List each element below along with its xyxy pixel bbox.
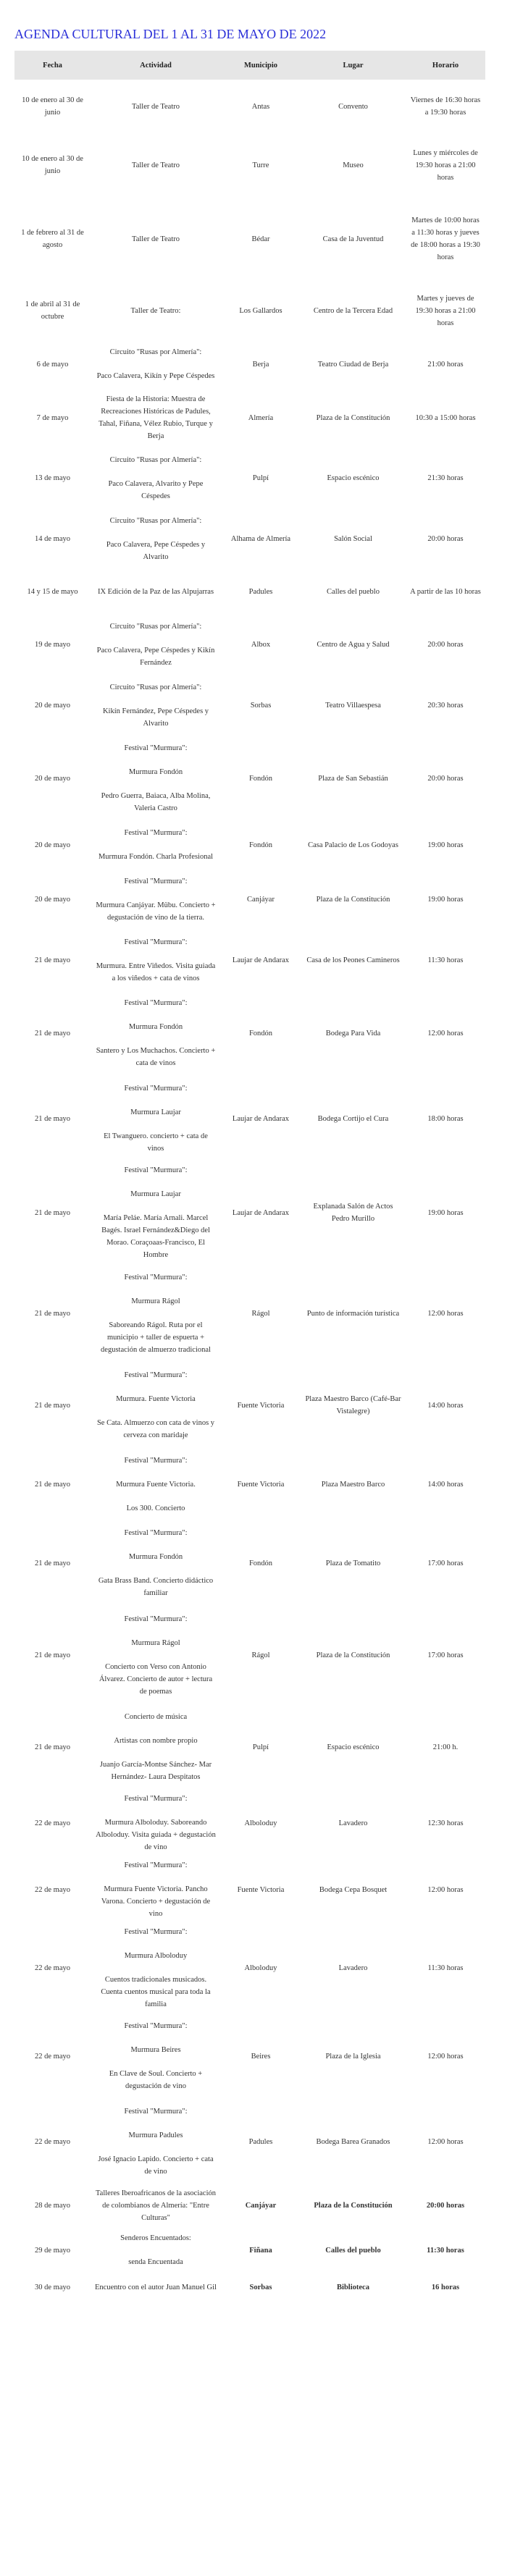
- actividad-line: Fiesta de la Historia: Muestra de Recreaciones Históricas de Padules, Tahal, Fiñana, Vélez Rubio, Turque y Berja: [99, 395, 213, 440]
- cell-lugar: Museo: [343, 161, 364, 169]
- actividad-line: Cuentos tradicionales musicados. Cuenta cuentos musical para toda la familia: [101, 1976, 211, 2008]
- actividad-line: Festival "Murmura":: [124, 2108, 188, 2116]
- cell-fecha: 21 de mayo: [35, 1480, 70, 1489]
- header-fecha: Fecha: [14, 51, 91, 80]
- cell-actividad: [91, 675, 221, 736]
- cell-municipio: Canjáyar: [247, 895, 275, 904]
- actividad-line: IX Edición de la Paz de las Alpujarras: [97, 587, 214, 596]
- cell-actividad: [91, 1264, 221, 1363]
- cell-fecha: 21 de mayo: [35, 1651, 70, 1659]
- actividad-line: Murmura Canjáyar. Mübu. Concierto + degustación de vino de la tierra.: [96, 901, 216, 922]
- cell-lugar: Calles del pueblo: [325, 2246, 381, 2255]
- cell-lugar: Plaza de San Sebastián: [318, 774, 388, 783]
- table-row: [14, 1520, 485, 1606]
- actividad-line: Festival "Murmura":: [124, 1273, 188, 1281]
- table-row: [14, 1856, 485, 1923]
- actividad-line: Murmura Alboloduy. Saboreando Alboloduy. Visita guiada + degustación de vino: [96, 1819, 216, 1851]
- actividad-line: Festival "Murmura":: [124, 1371, 188, 1379]
- cell-horario: 19:00 horas: [427, 895, 464, 904]
- table-header: [14, 51, 485, 80]
- actividad-line: Senderos Encuentados:: [120, 2234, 191, 2242]
- cell-fecha: 21 de mayo: [35, 1029, 70, 1037]
- actividad-line: Murmura Fondón: [128, 1553, 183, 1561]
- cell-horario: 11:30 horas: [427, 956, 464, 964]
- actividad-line: Concierto de música: [124, 1713, 188, 1721]
- table-row: [14, 869, 485, 930]
- table-row: [14, 569, 485, 614]
- cell-municipio: Canjáyar: [245, 2202, 277, 2210]
- cell-horario: 19:00 horas: [427, 1208, 464, 1217]
- actividad-line: José Ignacio Lapido. Concierto + cata de vino: [98, 2155, 214, 2176]
- cell-fecha: 1 de febrero al 31 de agosto: [21, 229, 84, 249]
- cell-municipio: Fuente Victoria: [237, 1885, 285, 1894]
- cell-municipio: Almería: [248, 413, 274, 422]
- actividad-line: Paco Calavera, Pepe Céspedes y Alvarito: [106, 540, 206, 561]
- actividad-line: Circuito "Rusas por Almería":: [109, 516, 202, 525]
- cell-horario: 17:00 horas: [427, 1559, 464, 1567]
- actividad-line: Se Cata. Almuerzo con cata de vinos y cerveza con maridaje: [96, 1419, 215, 1439]
- cell-municipio: Fuente Victoria: [237, 1480, 285, 1489]
- cell-actividad: [91, 447, 221, 508]
- cell-actividad: [91, 2099, 221, 2184]
- cell-fecha: 30 de mayo: [35, 2283, 70, 2291]
- table-row: [14, 2013, 485, 2099]
- cell-lugar: Casa de los Peones Camineros: [306, 956, 400, 964]
- cell-municipio: Laujar de Andarax: [232, 1114, 290, 1123]
- page-title: AGENDA CULTURAL DEL 1 AL 31 DE MAYO DE 2022: [14, 27, 327, 41]
- cell-municipio: Fuente Victoria: [237, 1401, 285, 1410]
- cell-lugar: Plaza Maestro Barco: [321, 1480, 385, 1489]
- cell-lugar: Salón Social: [334, 534, 372, 543]
- cell-fecha: 19 de mayo: [35, 640, 70, 649]
- table-row: [14, 614, 485, 675]
- cell-horario: Martes de 10:00 horas a 11:30 horas y jueves de 18:00 horas a 19:30 horas: [411, 216, 480, 261]
- actividad-line: Festival "Murmura":: [124, 877, 188, 885]
- cell-fecha: 21 de mayo: [35, 1401, 70, 1410]
- cell-fecha: 20 de mayo: [35, 841, 70, 849]
- actividad-line: Taller de Teatro:: [130, 306, 181, 315]
- table-row: [14, 1161, 485, 1264]
- cell-lugar: Espacio escénico: [327, 473, 380, 482]
- table-row: [14, 340, 485, 388]
- cell-fecha: 20 de mayo: [35, 774, 70, 783]
- actividad-line: Saboreando Rágol. Ruta por el municipio + taller de espuerta + degustación de almuerzo tradicional: [101, 1321, 211, 1354]
- table-row: [14, 2184, 485, 2227]
- actividad-line: En Clave de Soul. Concierto + degustación de vino: [109, 2070, 203, 2090]
- table-row: [14, 1076, 485, 1161]
- actividad-line: Santero y Los Muchachos. Concierto + cata de vinos: [96, 1047, 216, 1067]
- actividad-line: Paco Calavera, Pepe Céspedes y Kikín Fernández: [96, 646, 215, 667]
- cell-horario: 20:00 horas: [427, 774, 464, 783]
- cell-municipio: Laujar de Andarax: [232, 1208, 290, 1217]
- actividad-line: Festival "Murmura":: [124, 2022, 188, 2030]
- actividad-line: Festival "Murmura":: [124, 1928, 188, 1936]
- actividad-line: Murmura Laujar: [130, 1190, 181, 1198]
- cell-municipio: Beires: [251, 2052, 271, 2061]
- table-row: [14, 80, 485, 133]
- cell-horario: 14:00 horas: [427, 1480, 464, 1489]
- cell-actividad: [91, 569, 221, 614]
- cell-lugar: Centro de Agua y Salud: [317, 640, 390, 649]
- cell-fecha: 21 de mayo: [35, 1559, 70, 1567]
- cell-actividad: [91, 281, 221, 340]
- table-row: [14, 2099, 485, 2184]
- cell-municipio: Berja: [252, 360, 269, 369]
- cell-fecha: 22 de mayo: [35, 1885, 70, 1894]
- cell-municipio: Fondón: [248, 841, 273, 849]
- cell-fecha: 22 de mayo: [35, 2137, 70, 2146]
- cell-actividad: [91, 930, 221, 990]
- cell-municipio: Fondón: [248, 1029, 273, 1037]
- actividad-line: Festival "Murmura":: [124, 1166, 188, 1174]
- actividad-line: Circuito "Rusas por Almería":: [109, 455, 202, 464]
- cell-municipio: Sorbas: [249, 2283, 272, 2291]
- actividad-line: Concierto con Verso con Antonio Álvarez. Concierto de autor + lectura de poemas: [99, 1662, 213, 1696]
- cell-horario: 17:00 horas: [427, 1651, 464, 1659]
- table-row: [14, 1704, 485, 1790]
- table-row: [14, 388, 485, 447]
- cell-horario: 11:30 horas: [427, 1964, 464, 1972]
- cell-horario: 12:30 horas: [427, 1819, 464, 1827]
- cell-fecha: 21 de mayo: [35, 1309, 70, 1318]
- actividad-line: Festival "Murmura":: [124, 1456, 188, 1465]
- cell-lugar: Bodega Cepa Bosquet: [319, 1885, 388, 1894]
- actividad-line: Murmura Fondón: [128, 768, 183, 776]
- table-row: [14, 2227, 485, 2273]
- actividad-line: Juanjo García-Montse Sánchez- Mar Hernández- Laura Despitatos: [99, 1761, 212, 1781]
- actividad-line: Kikín Fernández, Pepe Céspedes y Alvarito: [102, 707, 209, 728]
- cell-lugar: Plaza de la Constitución: [314, 2202, 393, 2210]
- cell-lugar: Teatro Villaespesa: [325, 701, 381, 710]
- cell-municipio: Pulpí: [252, 1743, 269, 1751]
- cell-municipio: Sorbas: [250, 701, 272, 710]
- header-lugar: Lugar: [301, 51, 406, 80]
- table-row: [14, 675, 485, 736]
- cell-actividad: [91, 197, 221, 281]
- cell-lugar: Plaza de la Constitución: [316, 1651, 390, 1659]
- cell-fecha: 13 de mayo: [35, 473, 70, 482]
- cell-fecha: 20 de mayo: [35, 701, 70, 710]
- cell-municipio: Alhama de Almería: [230, 534, 291, 543]
- table-row: [14, 133, 485, 197]
- cell-lugar: Biblioteca: [337, 2283, 369, 2291]
- cell-municipio: Pulpí: [252, 473, 269, 482]
- cell-actividad: [91, 2273, 221, 2301]
- cell-fecha: 21 de mayo: [35, 956, 70, 964]
- actividad-line: Murmura Fuente Victoria. Pancho Varona. Concierto + degustación de vino: [101, 1885, 211, 1918]
- cell-horario: 19:00 horas: [427, 841, 464, 849]
- cell-horario: Martes y jueves de 19:30 horas a 21:00 horas: [415, 294, 476, 327]
- cell-lugar: Plaza de la Constitución: [316, 413, 390, 422]
- cell-municipio: Alboloduy: [244, 1819, 277, 1827]
- cell-horario: 12:00 horas: [427, 1029, 464, 1037]
- cell-municipio: Fondón: [248, 774, 273, 783]
- cell-fecha: 14 y 15 de mayo: [27, 587, 78, 596]
- actividad-line: El Twanguero. concierto + cata de vinos: [104, 1132, 208, 1153]
- cell-horario: 18:00 horas: [427, 1114, 464, 1123]
- cell-fecha: 28 de mayo: [35, 2202, 70, 2210]
- cell-municipio: Turre: [252, 161, 269, 169]
- actividad-line: Murmura Rágol: [131, 1297, 180, 1305]
- cell-actividad: [91, 1076, 221, 1161]
- cell-lugar: Plaza de Tomatito: [325, 1559, 381, 1567]
- cell-actividad: [91, 1704, 221, 1790]
- actividad-line: Paco Calavera, Alvarito y Pepe Céspedes: [108, 479, 204, 500]
- agenda-table: [14, 51, 485, 2301]
- actividad-line: Festival "Murmura":: [124, 938, 188, 946]
- actividad-line: Murmura. Entre Viñedos. Visita guiada a los viñedos + cata de vinos: [96, 961, 216, 982]
- cell-actividad: [91, 2184, 221, 2227]
- table-row: [14, 1923, 485, 2013]
- cell-lugar: Plaza de la Iglesia: [325, 2052, 381, 2061]
- actividad-line: senda Encuentada: [128, 2258, 183, 2266]
- cell-actividad: [91, 133, 221, 197]
- cell-fecha: 22 de mayo: [35, 2052, 70, 2061]
- actividad-line: Los 300. Concierto: [126, 1504, 185, 1512]
- cell-fecha: 21 de mayo: [35, 1743, 70, 1751]
- cell-horario: Lunes y miércoles de 19:30 horas a 21:00 horas: [413, 148, 478, 182]
- table-row: [14, 197, 485, 281]
- actividad-line: Festival "Murmura":: [124, 1615, 188, 1623]
- cell-horario: 12:00 horas: [427, 2052, 464, 2061]
- cell-actividad: [91, 869, 221, 930]
- cell-actividad: [91, 1856, 221, 1923]
- actividad-line: Paco Calavera, Kikín y Pepe Céspedes: [96, 372, 215, 380]
- cell-lugar: Lavadero: [338, 1819, 368, 1827]
- cell-fecha: 20 de mayo: [35, 895, 70, 904]
- cell-lugar: Bodega Cortijo el Cura: [317, 1114, 389, 1123]
- cell-fecha: 21 de mayo: [35, 1208, 70, 1217]
- cell-municipio: Albox: [251, 640, 271, 649]
- actividad-line: Talleres Iberoafricanos de la asociación de colombianos de Almería: "Entre Culturas": [95, 2189, 216, 2222]
- actividad-line: Taller de Teatro: [132, 102, 180, 111]
- actividad-line: María Peláe. María Arnali. Marcel Bagés. Israel Fernández&Diego del Morao. Coraçoaas-Francisco, El Hombre: [101, 1214, 210, 1259]
- cell-municipio: Padules: [248, 2137, 273, 2146]
- cell-actividad: [91, 1448, 221, 1520]
- cell-fecha: 10 de enero al 30 de junio: [22, 155, 83, 175]
- table-row: [14, 1363, 485, 1448]
- cell-horario: 20:30 horas: [427, 701, 464, 710]
- cell-lugar: Plaza de la Constitución: [316, 895, 390, 904]
- cell-actividad: [91, 1520, 221, 1606]
- cell-fecha: 29 de mayo: [35, 2246, 70, 2255]
- table-row: [14, 990, 485, 1076]
- actividad-line: Festival "Murmura":: [124, 1795, 188, 1803]
- cell-horario: 14:00 horas: [427, 1401, 464, 1410]
- actividad-line: Murmura Fuente Victoria.: [116, 1480, 196, 1489]
- cell-horario: 16 horas: [431, 2283, 460, 2291]
- header-municipio: Municipio: [221, 51, 301, 80]
- cell-lugar: Teatro Ciudad de Berja: [317, 360, 389, 369]
- cell-lugar: Casa de la Juventud: [322, 235, 384, 243]
- table-row: [14, 1448, 485, 1520]
- cell-horario: 21:30 horas: [427, 473, 464, 482]
- table-row: [14, 930, 485, 990]
- cell-lugar: Calles del pueblo: [327, 587, 380, 596]
- cell-lugar: Lavadero: [338, 1964, 368, 1972]
- cell-actividad: [91, 340, 221, 388]
- actividad-line: Circuito "Rusas por Almería":: [109, 683, 202, 691]
- cell-actividad: [91, 1923, 221, 2013]
- header-actividad: Actividad: [91, 51, 221, 80]
- cell-fecha: 6 de mayo: [36, 360, 69, 369]
- cell-horario: 12:00 horas: [427, 2137, 464, 2146]
- table-row: [14, 1606, 485, 1704]
- actividad-line: Festival "Murmura":: [124, 1085, 188, 1093]
- cell-lugar: Convento: [338, 102, 368, 111]
- actividad-line: Murmura Fondón. Charla Profesional: [98, 853, 214, 861]
- actividad-line: Festival "Murmura":: [124, 1529, 188, 1537]
- cell-fecha: 22 de mayo: [35, 1964, 70, 1972]
- cell-actividad: [91, 990, 221, 1076]
- cell-horario: Viernes de 16:30 horas a 19:30 horas: [410, 96, 481, 117]
- actividad-line: Encuentro con el autor Juan Manuel Gil: [95, 2283, 217, 2291]
- cell-actividad: [91, 80, 221, 133]
- cell-actividad: [91, 1161, 221, 1264]
- table-row: [14, 821, 485, 869]
- table-row: [14, 281, 485, 340]
- actividad-line: Circuito "Rusas por Almería":: [109, 348, 202, 356]
- table-row: [14, 2273, 485, 2301]
- cell-fecha: 21 de mayo: [35, 1114, 70, 1123]
- cell-lugar: Explanada Salón de Actos Pedro Murillo: [313, 1203, 393, 1223]
- cell-fecha: 1 de abril al 31 de octubre: [25, 300, 80, 321]
- actividad-line: Murmura. Fuente Victoria: [116, 1395, 196, 1403]
- cell-municipio: Antas: [251, 102, 270, 111]
- cell-municipio: Bédar: [251, 235, 270, 243]
- cell-fecha: 22 de mayo: [35, 1819, 70, 1827]
- cell-horario: 12:00 horas: [427, 1885, 464, 1894]
- actividad-line: Murmura Alboloduy: [124, 1952, 188, 1960]
- cell-municipio: Laujar de Andarax: [232, 956, 290, 964]
- actividad-line: Circuito "Rusas por Almería":: [109, 622, 202, 631]
- actividad-line: Taller de Teatro: [132, 161, 180, 169]
- table-row: [14, 736, 485, 821]
- cell-municipio: Fiñana: [249, 2246, 272, 2255]
- cell-horario: A partir de las 10 horas: [410, 587, 481, 596]
- cell-municipio: Alboloduy: [244, 1964, 277, 1972]
- cell-horario: 10:30 a 15:00 horas: [415, 413, 476, 422]
- actividad-line: Murmura Beires: [130, 2046, 181, 2054]
- cell-lugar: Bodega Para Vida: [325, 1029, 381, 1037]
- cell-actividad: [91, 614, 221, 675]
- actividad-line: Gata Brass Band. Concierto didáctico familiar: [98, 1577, 214, 1597]
- cell-lugar: Casa Palacio de Los Godoyas: [308, 841, 398, 849]
- cell-municipio: Padules: [248, 587, 273, 596]
- cell-horario: 21:00 horas: [427, 360, 464, 369]
- cell-municipio: Rágol: [251, 1651, 270, 1659]
- cell-horario: 21:00 h.: [432, 1743, 459, 1751]
- cell-horario: 20:00 horas: [426, 2202, 465, 2210]
- cell-actividad: [91, 736, 221, 821]
- header-horario: Horario: [406, 51, 485, 80]
- cell-actividad: [91, 2227, 221, 2273]
- cell-municipio: Rágol: [251, 1309, 270, 1318]
- cell-horario: 12:00 horas: [427, 1309, 464, 1318]
- cell-municipio: Los Gallardos: [239, 306, 282, 315]
- table-row: [14, 508, 485, 569]
- cell-actividad: [91, 1606, 221, 1704]
- cell-lugar: Centro de la Tercera Edad: [313, 306, 393, 315]
- header-row: [14, 51, 485, 80]
- actividad-line: Taller de Teatro: [132, 235, 180, 243]
- actividad-line: Murmura Rágol: [131, 1638, 180, 1647]
- actividad-line: Pedro Guerra, Baiaca, Alba Molina, Valeria Castro: [101, 792, 211, 812]
- cell-horario: 11:30 horas: [427, 2246, 464, 2255]
- cell-actividad: [91, 508, 221, 569]
- cell-actividad: [91, 821, 221, 869]
- actividad-line: Festival "Murmura":: [124, 744, 188, 752]
- cell-actividad: [91, 2013, 221, 2099]
- cell-fecha: 10 de enero al 30 de junio: [22, 96, 83, 117]
- cell-actividad: [91, 1363, 221, 1448]
- actividad-line: Festival "Murmura":: [124, 829, 188, 837]
- actividad-line: Murmura Fondón: [128, 1023, 183, 1031]
- cell-fecha: 7 de mayo: [36, 413, 69, 422]
- table-body: [14, 80, 485, 2301]
- cell-fecha: 14 de mayo: [35, 534, 70, 543]
- actividad-line: Festival "Murmura":: [124, 1861, 188, 1869]
- cell-horario: 20:00 horas: [427, 640, 464, 649]
- cell-lugar: Espacio escénico: [327, 1743, 380, 1751]
- actividad-line: Murmura Padules: [128, 2131, 183, 2139]
- cell-lugar: Bodega Barea Granados: [316, 2137, 390, 2146]
- actividad-line: Murmura Laujar: [130, 1108, 181, 1116]
- cell-municipio: Fondón: [248, 1559, 273, 1567]
- cell-actividad: [91, 388, 221, 447]
- table-row: [14, 1264, 485, 1363]
- cell-lugar: Plaza Maestro Barco (Café-Bar Vistalegre): [305, 1395, 401, 1415]
- cell-actividad: [91, 1790, 221, 1856]
- actividad-line: Artistas con nombre propio: [114, 1737, 198, 1745]
- cell-horario: 20:00 horas: [427, 534, 464, 543]
- cell-lugar: Punto de información turística: [306, 1309, 400, 1318]
- table-row: [14, 1790, 485, 1856]
- actividad-line: Festival "Murmura":: [124, 999, 188, 1007]
- table-row: [14, 447, 485, 508]
